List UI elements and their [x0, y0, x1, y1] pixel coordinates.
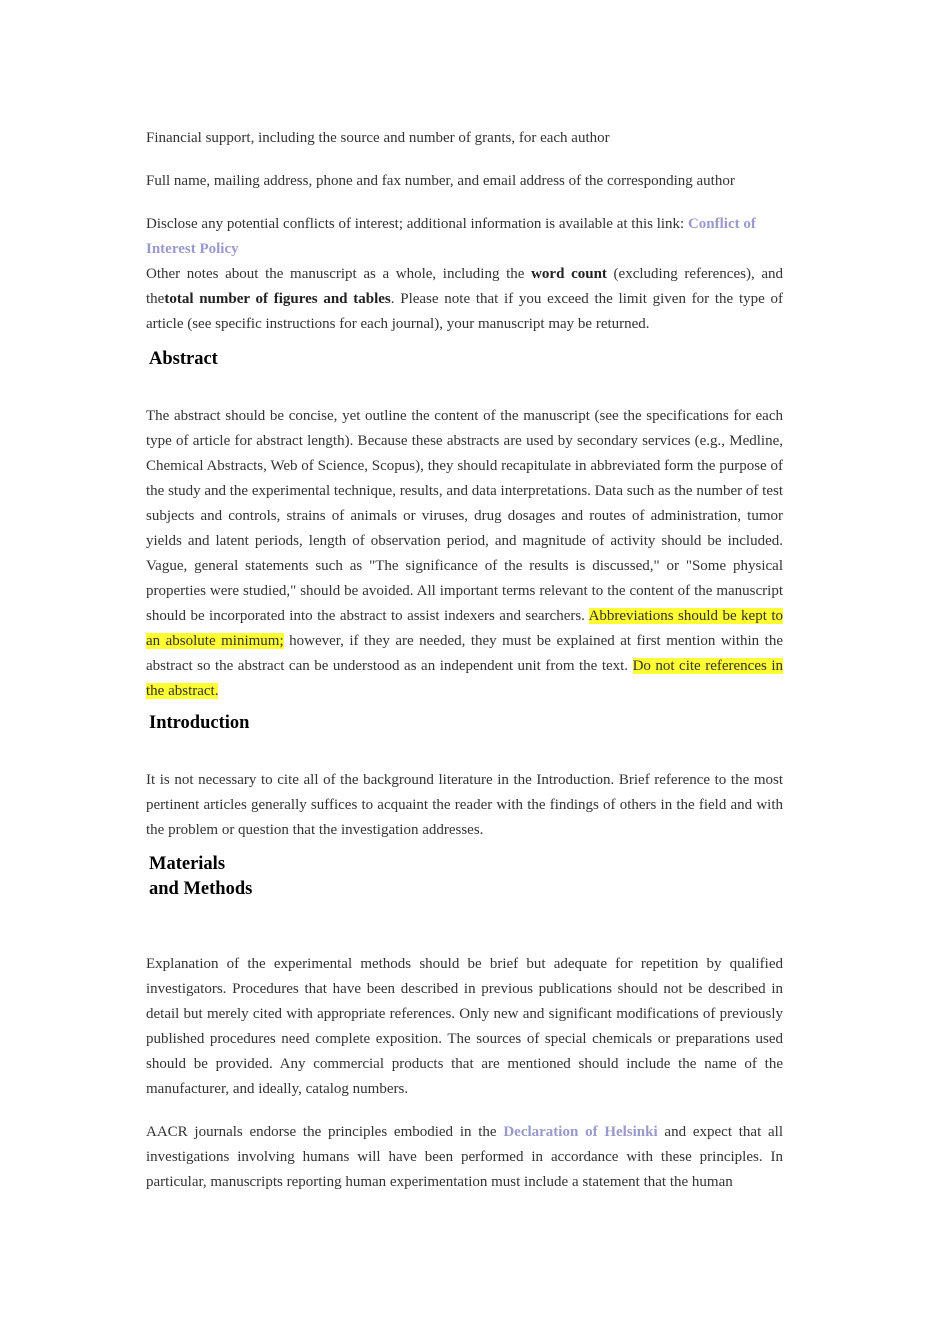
other-notes-text-a: Other notes about the manuscript as a whole, including the: [146, 266, 532, 282]
disclose-text: Disclose any potential conflicts of interest; additional information is available at this link:: [146, 216, 688, 232]
methods-paragraph: Explanation of the experimental methods should be brief but adequate for repetition by qualified investigators. Procedures that have been described in previous publications should not be described in detail but merely cited with appropriate references. Only new and significant modifications of previously published procedures need complete exposition. The sources of special chemicals or preparations used should be provided. Any commercial products that are mentioned should include the name of the manufacturer, and ideally, catalog numbers.: [146, 956, 783, 1097]
aacr-text-b: and expect that all investigations involving humans will have been performed in accordance with these principles. In particular, manuscripts reporting human experimentation must include a statement that the human: [146, 1124, 783, 1190]
aacr-paragraph: [146, 1120, 783, 1195]
other-notes-text-d: . Please note that if you exceed the limit given for the type of article (see specific instructions for each journal), your manuscript may be returned.: [146, 291, 783, 332]
methods-heading-line-1: Materials: [149, 854, 226, 874]
item-conflicts-of-interest: [146, 212, 783, 262]
item-financial-support: Financial support, including the source and number of grants, for each author: [146, 130, 610, 146]
abstract-paragraph: [146, 404, 783, 704]
declaration-of-helsinki-link[interactable]: Declaration of Helsinki: [503, 1124, 658, 1140]
conflict-of-interest-link[interactable]: Conflict of Interest Policy: [146, 216, 756, 257]
methods-heading-line-2: and Methods: [149, 879, 253, 899]
aacr-text-a: AACR journals endorse the principles embodied in the: [146, 1124, 504, 1140]
document-page: [146, 126, 783, 1195]
item-corresponding-author: Full name, mailing address, phone and fax number, and email address of the corresponding author: [146, 173, 735, 189]
abstract-highlight-references: Do not cite references in the abstract.: [146, 658, 783, 699]
abstract-text-b: however, if they are needed, they must be explained at first mention within the abstract so the abstract can be understood as an independent unit from the text.: [146, 633, 783, 674]
abstract-text-a: The abstract should be concise, yet outline the content of the manuscript (see the specifications for each type of article for abstract length). Because these abstracts are used by secondary services (e.g., Medline, Chemical Abstracts, Web of Science, Scopus), they should recapitulate in abbreviated form the purpose of the study and the experimental technique, results, and data interpretations. Data such as the number of test subjects and controls, strains of animals or viruses, drug dosages and routes of administration, tumor yields and latent periods, length of observation period, and magnitude of activity should be included. Vague, general statements such as "The significance of the results is discussed," or "Some physical properties were studied," should be avoided. All important terms relevant to the content of the manuscript should be incorporated into the abstract to assist indexers and searchers.: [146, 408, 783, 624]
introduction-heading: Introduction: [149, 713, 250, 733]
item-other-notes: [146, 262, 783, 337]
introduction-paragraph: It is not necessary to cite all of the background literature in the Introduction. Brief reference to the most pertinent articles generally suffices to acquaint the reader with the findings of others in the field and with the problem or question that the investigation addresses.: [146, 772, 783, 838]
abstract-heading: Abstract: [149, 349, 218, 369]
figures-tables-bold: total number of figures and tables: [164, 291, 391, 307]
other-notes-text-c: (excluding references), and the: [146, 266, 783, 307]
word-count-bold: word count: [531, 266, 607, 282]
abstract-highlight-abbreviations: Abbreviations should be kept to an absolute minimum;: [146, 608, 783, 649]
